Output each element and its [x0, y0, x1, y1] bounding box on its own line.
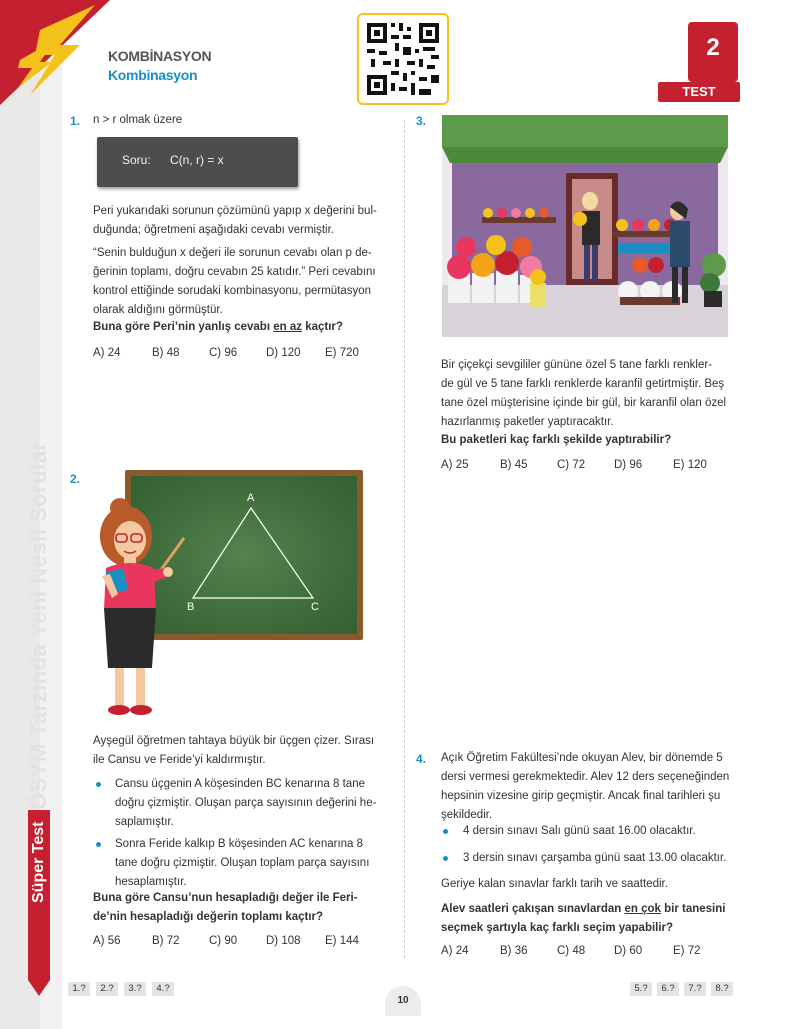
q4-option-c[interactable]: C) 48 [557, 945, 586, 957]
q1-board-formula: C(n, r) = x [170, 153, 224, 167]
q2-b2-line3: hesaplamıştır. [115, 876, 187, 888]
q4-question [441, 900, 725, 938]
q4-question-line1 [441, 900, 725, 919]
q2-option-c[interactable]: C) 90 [209, 935, 238, 947]
q4-option-a[interactable]: A) 24 [441, 945, 469, 957]
q2-bullet-1 [115, 775, 376, 832]
section-subtitle: Kombinasyon [108, 67, 198, 83]
q2-b2-line2: tane doğru çizmiştir. Oluşan toplam parça sayısını [115, 857, 370, 869]
q2-option-b[interactable]: B) 72 [152, 935, 180, 947]
q1-question-post: kaçtır? [302, 321, 343, 333]
q1-option-d[interactable]: D) 120 [266, 347, 301, 359]
vertex-a-label: A [247, 492, 255, 504]
q3-p1-line4: hazırlanmış paketler yaptıracaktır. [441, 416, 614, 428]
vertex-c-label: C [311, 601, 319, 613]
q2-p1-line2: ile Cansu ve Feride’yi kaldırmıştır. [93, 754, 266, 766]
q2-b2-line1: Sonra Feride kalkıp B köşesinden AC kenarına 8 [115, 838, 364, 850]
q4-options [441, 945, 741, 961]
q2-option-e[interactable]: E) 144 [325, 935, 359, 947]
q1-paragraph-2 [93, 244, 376, 320]
q2-bullet-1-icon [96, 782, 101, 787]
answer-box-8[interactable]: 8.? [711, 982, 733, 996]
answer-box-2[interactable]: 2.? [96, 982, 118, 996]
q4-option-e[interactable]: E) 72 [673, 945, 701, 957]
qr-code-icon [359, 15, 447, 103]
super-test-tab-tip [28, 980, 50, 996]
q2-options [93, 935, 393, 951]
q1-paragraph-1 [93, 202, 377, 240]
q2-paragraph [93, 732, 374, 770]
q4-bullet-2: 3 dersin sınavı çarşamba günü saat 13.00 olacaktır. [463, 852, 727, 864]
q4-option-b[interactable]: B) 36 [500, 945, 528, 957]
answer-box-1[interactable]: 1.? [68, 982, 90, 996]
q3-option-d[interactable]: D) 96 [614, 459, 643, 471]
answer-box-3[interactable]: 3.? [124, 982, 146, 996]
answer-box-7[interactable]: 7.? [684, 982, 706, 996]
side-vertical-title: ÖSYM Tarzında Yeni Nesil Sorular [26, 441, 51, 810]
q1-option-b[interactable]: B) 48 [152, 347, 180, 359]
test-number: 2 [706, 34, 720, 61]
q1-question-pre: Buna göre Peri’nin yanlış cevabı [93, 321, 274, 333]
super-test-label: Süper Test [30, 821, 47, 903]
q4-question-em: en çok [624, 903, 661, 915]
q4-number: 4. [416, 752, 427, 766]
q2-question [93, 889, 358, 927]
q2-bullet-2 [115, 835, 369, 892]
q1-options [93, 347, 393, 363]
q3-option-a[interactable]: A) 25 [441, 459, 469, 471]
q2-p1-line1: Ayşegül öğretmen tahtaya büyük bir üçgen çizer. Sırası [93, 735, 375, 747]
q1-option-a[interactable]: A) 24 [93, 347, 121, 359]
column-divider [404, 120, 405, 958]
q2-question-line2: de’nin hesapladığı değerin toplamı kaçtır? [93, 911, 324, 923]
q1-number: 1. [70, 114, 81, 128]
answer-box-4[interactable]: 4.? [152, 982, 174, 996]
q4-bullet-2-icon [443, 856, 448, 861]
test-label: TEST [658, 82, 740, 102]
q2-b1-line3: saplamıştır. [115, 816, 174, 828]
q1-p1-line2: duğunda; öğretmeni aşağıdaki cevabı vermiştir. [93, 224, 334, 236]
flower-shop-illustration [442, 115, 728, 337]
q3-paragraph [441, 356, 726, 432]
q4-option-d[interactable]: D) 60 [614, 945, 643, 957]
q3-option-e[interactable]: E) 120 [673, 459, 707, 471]
q1-question-em: en az [273, 321, 302, 333]
teacher-illustration [88, 498, 188, 720]
q3-option-b[interactable]: B) 45 [500, 459, 528, 471]
q2-number: 2. [70, 472, 81, 486]
q2-option-d[interactable]: D) 108 [266, 935, 301, 947]
section-title: KOMBİNASYON [108, 48, 212, 64]
answer-box-5[interactable]: 5.? [630, 982, 652, 996]
q3-option-c[interactable]: C) 72 [557, 459, 586, 471]
q2-b1-line2: doğru çizmiştir. Oluşan parça sayısının değerini he- [115, 797, 377, 809]
answer-box-6[interactable]: 6.? [657, 982, 679, 996]
q1-p1-line1: Peri yukarıdaki sorunun çözümünü yapıp x değerini bul- [93, 205, 377, 217]
q1-intro: n > r olmak üzere [93, 114, 183, 126]
vertex-b-label: B [187, 601, 195, 613]
q3-question: Bu paketleri kaç farklı şekilde yaptırabilir? [441, 434, 672, 446]
q1-option-c[interactable]: C) 96 [209, 347, 238, 359]
q1-p2-line1: “Senin bulduğun x değeri ile sorunun cevabı olan p de- [93, 247, 372, 259]
q4-paragraph-2: Geriye kalan sınavlar farklı tarih ve saattedir. [441, 878, 668, 890]
qr-code[interactable] [357, 13, 449, 105]
q3-p1-line2: de gül ve 5 tane farklı renklerde karanfil getirtmiştir. Beş [441, 378, 725, 390]
q4-question-line2: seçmek şartıyla kaç farklı seçim yapabilir? [441, 922, 674, 934]
q4-p1-line4: şekildedir. [441, 809, 493, 821]
q4-p1-line1: Açık Öğretim Fakültesi’nde okuyan Alev, bir dönemde 5 [441, 752, 723, 764]
q4-paragraph-1 [441, 749, 729, 825]
q4-p1-line2: dersi vermesi gerekmektedir. Alev 12 ders seçeneğinden [441, 771, 730, 783]
q4-bullet-1-icon [443, 829, 448, 834]
q3-p1-line3: tane özel müşterisine içinde bir gül, bir karanfil olan özel [441, 397, 727, 409]
q2-question-line1: Buna göre Cansu’nun hesapladığı değer ile Feri- [93, 892, 358, 904]
q1-p2-line3: kontrol ettiğinde sorudaki kombinasyonu, permütasyon [93, 285, 372, 297]
q4-bullet-1: 4 dersin sınavı Salı günü saat 16.00 olacaktır. [463, 825, 696, 837]
q1-p2-line4: olarak aldığını görmüştür. [93, 304, 223, 316]
q4-p1-line3: hepsinin vizesine girip geçmiştir. Ancak final tarihleri şu [441, 790, 721, 802]
q1-option-e[interactable]: E) 720 [325, 347, 359, 359]
q1-question [93, 318, 343, 337]
page-number: 10 [385, 986, 421, 1016]
q4-question-pre: Alev saatleri çakışan sınavlardan [441, 903, 625, 915]
lightning-decoration [0, 0, 110, 110]
q3-number: 3. [416, 114, 427, 128]
q3-options [441, 459, 741, 475]
q2-bullet-2-icon [96, 842, 101, 847]
q4-question-post: bir tanesini [660, 903, 726, 915]
q3-p1-line1: Bir çiçekçi sevgililer gününe özel 5 tane farklı renkler- [441, 359, 713, 371]
q1-board-label: Soru: [122, 153, 151, 167]
q2-option-a[interactable]: A) 56 [93, 935, 121, 947]
q1-p2-line2: ğerinin toplamı, doğru cevabın 25 katıdır.” Peri cevabını [93, 266, 376, 278]
q2-b1-line1: Cansu üçgenin A köşesinden BC kenarına 8 tane [115, 778, 365, 790]
